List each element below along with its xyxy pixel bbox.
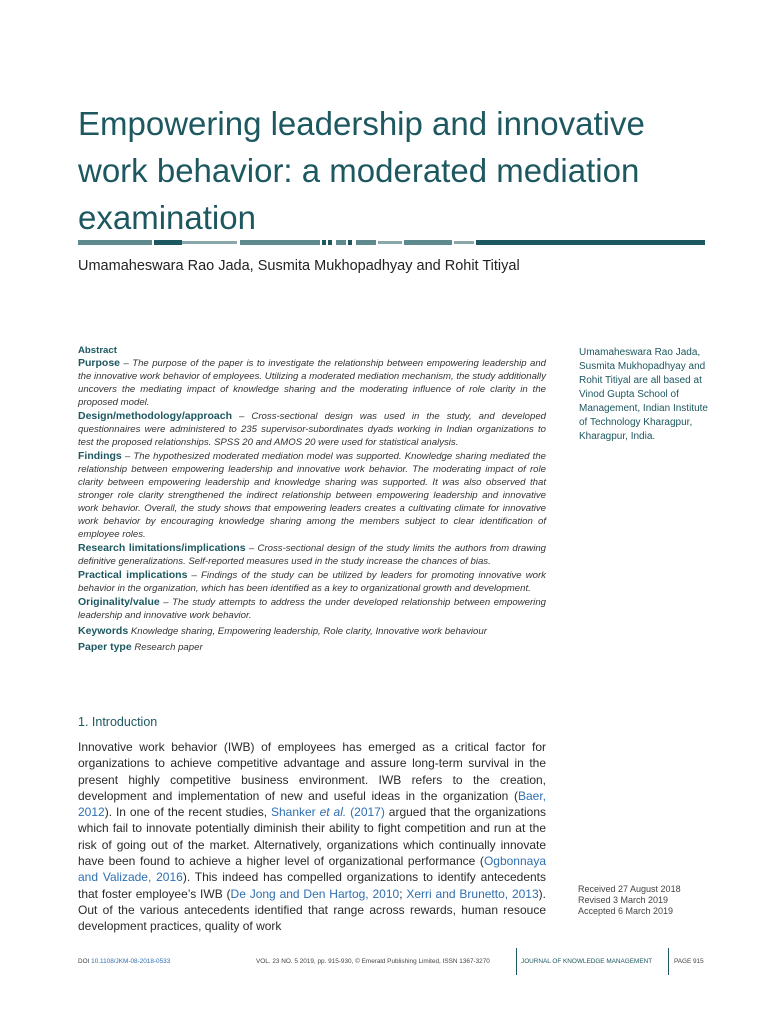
author-affiliation: Umamaheswara Rao Jada, Susmita Mukhopadhyay and Rohit Titiyal are all based at Vinod Gupta School of Management, Indian Institute of Technology Kharagpur, Kharagpur, India. [579, 347, 708, 442]
abstract-heading: Abstract [78, 345, 117, 356]
citation-link[interactable]: Shanker et al. (2017) [270, 805, 385, 820]
citation-link[interactable]: Baer, 2012 [78, 788, 546, 820]
article-history [578, 884, 681, 917]
abstract-section-originality: Originality/value – The study attempts to address the under developed relationship between empowering leadership and innovative work behavior. [78, 596, 546, 621]
abstract-section-practical: Practical implications – Findings of the study can be utilized by leaders for promoting innovative work behavior in the organization, which has been identified as a key to organizational growth and development. [78, 569, 546, 594]
volume-info: VOL. 23 NO. 5 2019, pp. 915-930, © Emerald Publishing Limited, ISSN 1367-3270 [256, 958, 490, 965]
footer-divider [516, 948, 517, 975]
page-number: PAGE 915 [674, 958, 704, 965]
citation-link[interactable]: Xerri and Brunetto, 2013 [406, 886, 539, 901]
introduction-paragraph: Innovative work behavior (IWB) of employees has emerged as a critical factor for organizations to achieve competitive advantage and assure long-term survival in the present highly competitive business environment. IWB refers to the creation, development and implementation of new and useful ideas in the organization (Baer, 2012). In one of the recent studies, Shanker et al. (2017) argued that the organizations which fail to innovate potentially diminish their ability to fight competition and run at the risk of going out of the market. Alternatively, organizations which continually innovate have been found to achieve a higher level of organizational performance (Ogbonnaya and Valizade, 2016). This indeed has compelled organizations to identify antecedents that foster employee’s IWB (De Jong and Den Hartog, 2010; Xerri and Brunetto, 2013). Out of the various antecedents identified that range across rewards, human resouce development practices, quality of work [78, 740, 547, 934]
paper-title: Empowering leadership and innovative work behavior: a moderated mediation examination [78, 105, 645, 236]
author-list: Umamaheswara Rao Jada, Susmita Mukhopadhyay and Rohit Titiyal [78, 258, 520, 274]
abstract-section-design: Design/methodology/approach – Cross-sectional design was used in the study, and developed questionnaires were administered to 235 supervisor-subordinates dyads working in Indian organizations to test the proposed relationships. SPSS 20 and AMOS 20 were used for statistical analysis. [78, 410, 546, 448]
doi-link[interactable]: 10.1108/JKM-08-2018-0533 [91, 958, 171, 965]
footer-divider [668, 948, 669, 975]
received-date: Received 27 August 2018 [578, 884, 681, 894]
abstract-section-purpose: Purpose – The purpose of the paper is to investigate the relationship between empowering leadership and the innovative work behavior of employees. Utilizing a moderated mediation mechanism, the study additionally uncovers the mediating impact of knowledge sharing and the moderating influence of role clarity in the proposed model. [78, 357, 546, 408]
abstract-section-limitations: Research limitations/implications – Cross-sectional design of the study limits the authors from drawing definitive generalizations. Self-reported measures used in the study increase the chances of bias. [78, 542, 546, 567]
doi: DOI 10.1108/JKM-08-2018-0533 [78, 958, 171, 965]
keywords: Keywords Knowledge sharing, Empowering leadership, Role clarity, Innovative work behaviour [78, 625, 487, 637]
title-divider [78, 240, 705, 245]
revised-date: Revised 3 March 2019 [578, 895, 669, 905]
abstract [78, 344, 546, 655]
citation-link[interactable]: De Jong and Den Hartog, 2010 [230, 886, 400, 901]
citation-link[interactable]: Ogbonnaya and Valizade, 2016 [78, 854, 546, 885]
abstract-section-findings: Findings – The hypothesized moderated mediation model was supported. Knowledge sharing mediated the relationship between empowering leadership and innovative work behavior. The moderating impact of role clarity between empowering leadership and knowledge sharing was supported. It was also observed that stronger role clarity strengthened the indirect relationship between empowering leadership and innovative work behavior. Overall, the study shows that empowering leaders creates a cultivating climate for innovative work behavior by encouraging knowledge sharing among the members subject to clear identification of employee roles. [78, 450, 546, 540]
journal-name: JOURNAL OF KNOWLEDGE MANAGEMENT [521, 958, 653, 965]
paper-type: Paper type Research paper [78, 641, 203, 653]
section-heading-introduction: 1. Introduction [78, 715, 158, 729]
accepted-date: Accepted 6 March 2019 [578, 906, 674, 916]
